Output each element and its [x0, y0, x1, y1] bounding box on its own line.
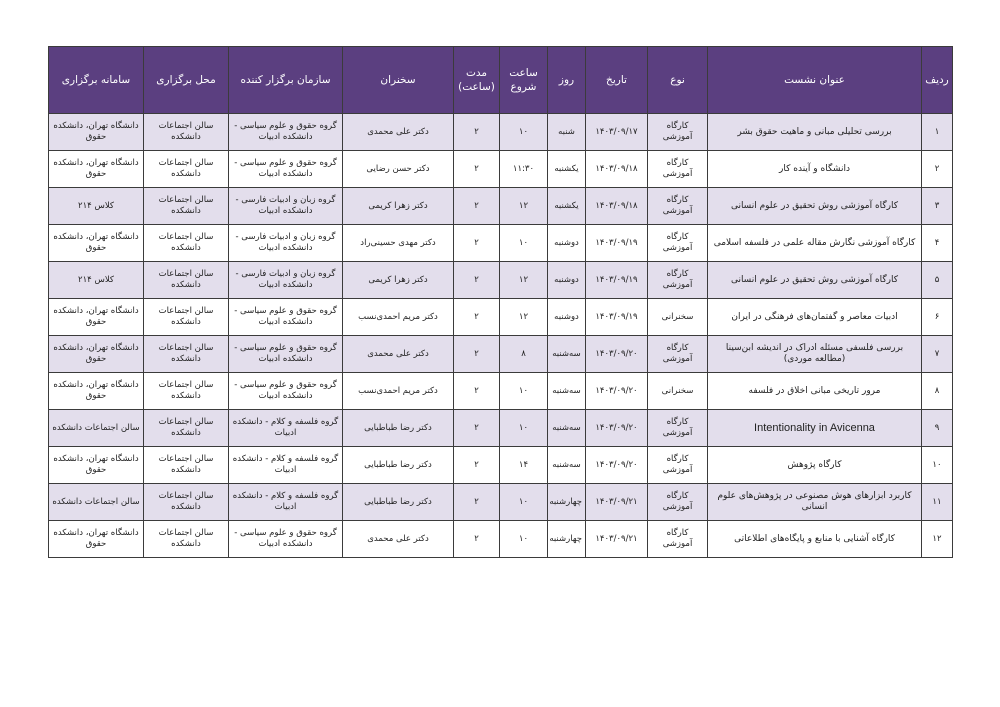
duration: ۲	[454, 299, 500, 336]
organizer: گروه فلسفه و کلام - دانشکده ادبیات	[229, 447, 343, 484]
venue: سالن اجتماعات دانشکده	[144, 114, 229, 151]
duration: ۲	[454, 114, 500, 151]
start-time: ۸	[500, 336, 548, 373]
session-date: ۱۴۰۳/۰۹/۱۹	[586, 262, 648, 299]
table-row	[49, 336, 953, 373]
platform: دانشگاه تهران، دانشکده حقوق	[49, 336, 144, 373]
table-row	[49, 447, 953, 484]
col-venue-header: محل برگزاری	[144, 47, 229, 114]
organizer: گروه حقوق و علوم سیاسی - دانشکده ادبیات	[229, 151, 343, 188]
session-title: مرور تاریخی مبانی اخلاق در فلسفه	[708, 373, 922, 410]
row-index: ۴	[922, 225, 953, 262]
col-speaker-header: سخنران	[343, 47, 454, 114]
speaker: دکتر علی محمدی	[343, 114, 454, 151]
row-index: ۱۱	[922, 484, 953, 521]
organizer: گروه فلسفه و کلام - دانشکده ادبیات	[229, 410, 343, 447]
col-type-header: نوع	[648, 47, 708, 114]
table-row	[49, 410, 953, 447]
start-time: ۱۲	[500, 188, 548, 225]
organizer: گروه حقوق و علوم سیاسی - دانشکده ادبیات	[229, 114, 343, 151]
table-row	[49, 114, 953, 151]
session-title: کاربرد ابزارهای هوش مصنوعی در پژوهش‌های علوم انسانی	[708, 484, 922, 521]
session-date: ۱۴۰۳/۰۹/۲۰	[586, 336, 648, 373]
table-row	[49, 188, 953, 225]
header-row	[49, 47, 953, 114]
col-title-header: عنوان نشست	[708, 47, 922, 114]
session-type: کارگاه آموزشی	[648, 114, 708, 151]
session-day: دوشنبه	[548, 225, 586, 262]
session-type: سخنرانی	[648, 373, 708, 410]
platform: سالن اجتماعات دانشکده	[49, 484, 144, 521]
session-date: ۱۴۰۳/۰۹/۲۰	[586, 447, 648, 484]
start-time: ۱۴	[500, 447, 548, 484]
platform: دانشگاه تهران، دانشکده حقوق	[49, 521, 144, 558]
col-day-header: روز	[548, 47, 586, 114]
session-day: یکشنبه	[548, 188, 586, 225]
session-type: کارگاه آموزشی	[648, 262, 708, 299]
venue: سالن اجتماعات دانشکده	[144, 188, 229, 225]
session-date: ۱۴۰۳/۰۹/۱۷	[586, 114, 648, 151]
platform: دانشگاه تهران، دانشکده حقوق	[49, 447, 144, 484]
speaker: دکتر علی محمدی	[343, 521, 454, 558]
speaker: دکتر زهرا کریمی	[343, 262, 454, 299]
organizer: گروه زبان و ادبیات فارسی - دانشکده ادبیات	[229, 225, 343, 262]
row-index: ۱	[922, 114, 953, 151]
speaker: دکتر مریم احمدی‌نسب	[343, 299, 454, 336]
duration: ۲	[454, 521, 500, 558]
session-date: ۱۴۰۳/۰۹/۱۸	[586, 188, 648, 225]
venue: سالن اجتماعات دانشکده	[144, 410, 229, 447]
venue: سالن اجتماعات دانشکده	[144, 373, 229, 410]
col-organizer-header: سازمان برگزار کننده	[229, 47, 343, 114]
start-time: ۱۰	[500, 484, 548, 521]
session-title: ادبیات معاصر و گفتمان‌های فرهنگی در ایران	[708, 299, 922, 336]
col-duration-header: مدت (ساعت)	[454, 47, 500, 114]
row-index: ۱۲	[922, 521, 953, 558]
speaker: دکتر رضا طباطبایی	[343, 484, 454, 521]
duration: ۲	[454, 151, 500, 188]
table-row	[49, 299, 953, 336]
row-index: ۳	[922, 188, 953, 225]
session-type: کارگاه آموزشی	[648, 484, 708, 521]
col-date-header: تاریخ	[586, 47, 648, 114]
session-day: چهارشنبه	[548, 521, 586, 558]
table-row	[49, 521, 953, 558]
duration: ۲	[454, 225, 500, 262]
session-type: کارگاه آموزشی	[648, 447, 708, 484]
venue: سالن اجتماعات دانشکده	[144, 262, 229, 299]
row-index: ۶	[922, 299, 953, 336]
table-row	[49, 262, 953, 299]
col-index-header: ردیف	[922, 47, 953, 114]
speaker: دکتر مریم احمدی‌نسب	[343, 373, 454, 410]
platform: سالن اجتماعات دانشکده	[49, 410, 144, 447]
session-title: کارگاه آموزشی نگارش مقاله علمی در فلسفه اسلامی	[708, 225, 922, 262]
venue: سالن اجتماعات دانشکده	[144, 336, 229, 373]
row-index: ۵	[922, 262, 953, 299]
organizer: گروه زبان و ادبیات فارسی - دانشکده ادبیات	[229, 262, 343, 299]
start-time: ۱۰	[500, 521, 548, 558]
start-time: ۱۱:۳۰	[500, 151, 548, 188]
duration: ۲	[454, 447, 500, 484]
session-type: کارگاه آموزشی	[648, 225, 708, 262]
col-platform-header: سامانه برگزاری	[49, 47, 144, 114]
session-date: ۱۴۰۳/۰۹/۱۹	[586, 299, 648, 336]
speaker: دکتر علی محمدی	[343, 336, 454, 373]
session-title: Intentionality in Avicenna	[708, 410, 922, 447]
organizer: گروه زبان و ادبیات فارسی - دانشکده ادبیات	[229, 188, 343, 225]
duration: ۲	[454, 262, 500, 299]
table-row	[49, 373, 953, 410]
duration: ۲	[454, 484, 500, 521]
row-index: ۷	[922, 336, 953, 373]
session-type: کارگاه آموزشی	[648, 336, 708, 373]
table-body	[49, 114, 953, 558]
venue: سالن اجتماعات دانشکده	[144, 447, 229, 484]
session-title: بررسی تحلیلی مبانی و ماهیت حقوق بشر	[708, 114, 922, 151]
start-time: ۱۰	[500, 410, 548, 447]
session-date: ۱۴۰۳/۰۹/۱۸	[586, 151, 648, 188]
platform: دانشگاه تهران، دانشکده حقوق	[49, 225, 144, 262]
organizer: گروه حقوق و علوم سیاسی - دانشکده ادبیات	[229, 373, 343, 410]
session-day: سه‌شنبه	[548, 336, 586, 373]
session-day: سه‌شنبه	[548, 447, 586, 484]
start-time: ۱۰	[500, 225, 548, 262]
session-day: شنبه	[548, 114, 586, 151]
platform: دانشگاه تهران، دانشکده حقوق	[49, 373, 144, 410]
platform: دانشگاه تهران، دانشکده حقوق	[49, 151, 144, 188]
schedule-page	[48, 46, 952, 558]
organizer: گروه حقوق و علوم سیاسی - دانشکده ادبیات	[229, 299, 343, 336]
session-title: دانشگاه و آینده کار	[708, 151, 922, 188]
table-row	[49, 225, 953, 262]
speaker: دکتر رضا طباطبایی	[343, 447, 454, 484]
session-type: کارگاه آموزشی	[648, 410, 708, 447]
duration: ۲	[454, 336, 500, 373]
venue: سالن اجتماعات دانشکده	[144, 521, 229, 558]
row-index: ۸	[922, 373, 953, 410]
start-time: ۱۲	[500, 262, 548, 299]
session-day: سه‌شنبه	[548, 410, 586, 447]
platform: دانشگاه تهران، دانشکده حقوق	[49, 299, 144, 336]
session-type: کارگاه آموزشی	[648, 151, 708, 188]
organizer: گروه فلسفه و کلام - دانشکده ادبیات	[229, 484, 343, 521]
session-date: ۱۴۰۳/۰۹/۲۱	[586, 484, 648, 521]
venue: سالن اجتماعات دانشکده	[144, 484, 229, 521]
session-day: چهارشنبه	[548, 484, 586, 521]
table-row	[49, 151, 953, 188]
session-type: سخنرانی	[648, 299, 708, 336]
organizer: گروه حقوق و علوم سیاسی - دانشکده ادبیات	[229, 521, 343, 558]
session-date: ۱۴۰۳/۰۹/۱۹	[586, 225, 648, 262]
platform: کلاس ۲۱۴	[49, 262, 144, 299]
col-time-header: ساعت شروع	[500, 47, 548, 114]
session-title: کارگاه پژوهش	[708, 447, 922, 484]
session-day: دوشنبه	[548, 299, 586, 336]
session-title: کارگاه آموزشی روش تحقیق در علوم انسانی	[708, 262, 922, 299]
session-type: کارگاه آموزشی	[648, 521, 708, 558]
speaker: دکتر زهرا کریمی	[343, 188, 454, 225]
duration: ۲	[454, 373, 500, 410]
session-date: ۱۴۰۳/۰۹/۲۱	[586, 521, 648, 558]
venue: سالن اجتماعات دانشکده	[144, 151, 229, 188]
platform: دانشگاه تهران، دانشکده حقوق	[49, 114, 144, 151]
start-time: ۱۲	[500, 299, 548, 336]
session-day: دوشنبه	[548, 262, 586, 299]
platform: کلاس ۲۱۴	[49, 188, 144, 225]
session-day: یکشنبه	[548, 151, 586, 188]
session-title: بررسی فلسفی مسئله ادراک در اندیشه ابن‌سینا (مطالعه موردی)	[708, 336, 922, 373]
row-index: ۲	[922, 151, 953, 188]
speaker: دکتر رضا طباطبایی	[343, 410, 454, 447]
organizer: گروه حقوق و علوم سیاسی - دانشکده ادبیات	[229, 336, 343, 373]
venue: سالن اجتماعات دانشکده	[144, 299, 229, 336]
start-time: ۱۰	[500, 373, 548, 410]
session-type: کارگاه آموزشی	[648, 188, 708, 225]
session-day: سه‌شنبه	[548, 373, 586, 410]
session-title: کارگاه آشنایی با منابع و پایگاه‌های اطلاعاتی	[708, 521, 922, 558]
row-index: ۹	[922, 410, 953, 447]
venue: سالن اجتماعات دانشکده	[144, 225, 229, 262]
session-title: کارگاه آموزشی روش تحقیق در علوم انسانی	[708, 188, 922, 225]
session-date: ۱۴۰۳/۰۹/۲۰	[586, 373, 648, 410]
speaker: دکتر مهدی حسینی‌راد	[343, 225, 454, 262]
start-time: ۱۰	[500, 114, 548, 151]
session-date: ۱۴۰۳/۰۹/۲۰	[586, 410, 648, 447]
duration: ۲	[454, 188, 500, 225]
table-row	[49, 484, 953, 521]
duration: ۲	[454, 410, 500, 447]
schedule-table	[48, 46, 953, 558]
row-index: ۱۰	[922, 447, 953, 484]
speaker: دکتر حسن رضایی	[343, 151, 454, 188]
